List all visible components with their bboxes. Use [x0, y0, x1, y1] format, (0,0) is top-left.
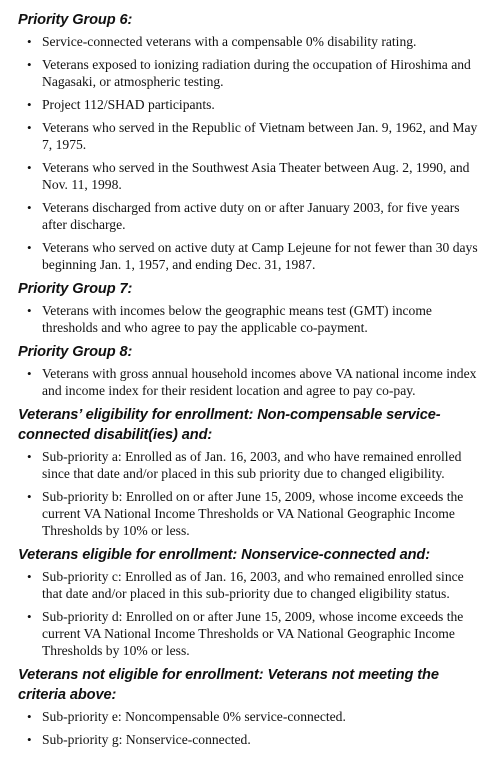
- bullet-icon: •: [27, 200, 32, 215]
- list-item: [18, 365, 482, 399]
- bullet-icon: •: [27, 709, 32, 724]
- list-item: [18, 199, 482, 233]
- bullet-icon: •: [27, 120, 32, 135]
- section-heading: Priority Group 7:: [18, 281, 133, 297]
- list-item-text: Veterans discharged from active duty on or after January 2003, for five years after discharge.: [42, 200, 460, 232]
- list-item-text: Sub-priority g: Nonservice-connected.: [42, 732, 251, 747]
- bullet-icon: •: [27, 489, 32, 504]
- bullet-icon: •: [27, 34, 32, 49]
- list-item: [18, 33, 482, 50]
- list-item: [18, 239, 482, 273]
- list-item: [18, 708, 482, 725]
- list-item-text: Veterans who served on active duty at Camp Lejeune for not fewer than 30 days beginning Jan. 1, 1957, and ending Dec. 31, 1987.: [42, 240, 478, 272]
- bullet-icon: •: [27, 449, 32, 464]
- section-heading: Priority Group 8:: [18, 344, 133, 360]
- list-item: [18, 448, 482, 482]
- bullet-icon: •: [27, 732, 32, 747]
- bullet-list: [18, 568, 482, 659]
- list-item-text: Sub-priority e: Noncompensable 0% service-connected.: [42, 709, 346, 724]
- section-heading: Veterans not eligible for enrollment: Veterans not meeting the criteria above:: [18, 667, 439, 703]
- list-item-text: Veterans with gross annual household incomes above VA national income index and income index for their resident location and agree to pay co-pay.: [42, 366, 477, 398]
- list-item: [18, 119, 482, 153]
- bullet-list: [18, 708, 482, 748]
- list-item: [18, 302, 482, 336]
- bullet-list: [18, 448, 482, 539]
- bullet-icon: •: [27, 160, 32, 175]
- list-item: [18, 96, 482, 113]
- list-item-text: Veterans with incomes below the geographic means test (GMT) income thresholds and who agree to pay the applicable co-payment.: [42, 303, 432, 335]
- list-item-text: Project 112/SHAD participants.: [42, 97, 215, 112]
- section-heading: Veterans’ eligibility for enrollment: Non-compensable service-connected disabilit(ies) and:: [18, 407, 441, 443]
- list-item-text: Veterans who served in the Southwest Asia Theater between Aug. 2, 1990, and Nov. 11, 1998.: [42, 160, 470, 192]
- bullet-list: [18, 33, 482, 273]
- bullet-icon: •: [27, 366, 32, 381]
- list-item-text: Sub-priority b: Enrolled on or after June 15, 2009, whose income exceeds the current VA National Income Thresholds or VA National Geographic Income Thresholds by 10% or less.: [42, 489, 464, 538]
- list-item: [18, 159, 482, 193]
- bullet-icon: •: [27, 240, 32, 255]
- bullet-icon: •: [27, 569, 32, 584]
- bullet-icon: •: [27, 57, 32, 72]
- list-item: [18, 56, 482, 90]
- list-item: [18, 488, 482, 539]
- list-item-text: Sub-priority d: Enrolled on or after June 15, 2009, whose income exceeds the current VA National Income Thresholds or VA National Geographic Income Thresholds by 10% or less.: [42, 609, 464, 658]
- section-heading: Priority Group 6:: [18, 12, 133, 28]
- list-item-text: Service-connected veterans with a compensable 0% disability rating.: [42, 34, 417, 49]
- list-item: [18, 568, 482, 602]
- list-item: [18, 731, 482, 748]
- list-item-text: Veterans exposed to ionizing radiation during the occupation of Hiroshima and Nagasaki, or atmospheric testing.: [42, 57, 471, 89]
- list-item: [18, 608, 482, 659]
- list-item-text: Sub-priority a: Enrolled as of Jan. 16, 2003, and who have remained enrolled since that date and/or placed in this sub priority due to changed eligibility.: [42, 449, 462, 481]
- list-item-text: Sub-priority c: Enrolled as of Jan. 16, 2003, and who remained enrolled since that date and/or placed in this sub-priority due to changed eligibility status.: [42, 569, 464, 601]
- bullet-icon: •: [27, 303, 32, 318]
- list-item-text: Veterans who served in the Republic of Vietnam between Jan. 9, 1962, and May 7, 1975.: [42, 120, 478, 152]
- bullet-icon: •: [27, 97, 32, 112]
- bullet-list: [18, 302, 482, 336]
- bullet-icon: •: [27, 609, 32, 624]
- section-heading: Veterans eligible for enrollment: Nonservice-connected and:: [18, 547, 431, 563]
- bullet-list: [18, 365, 482, 399]
